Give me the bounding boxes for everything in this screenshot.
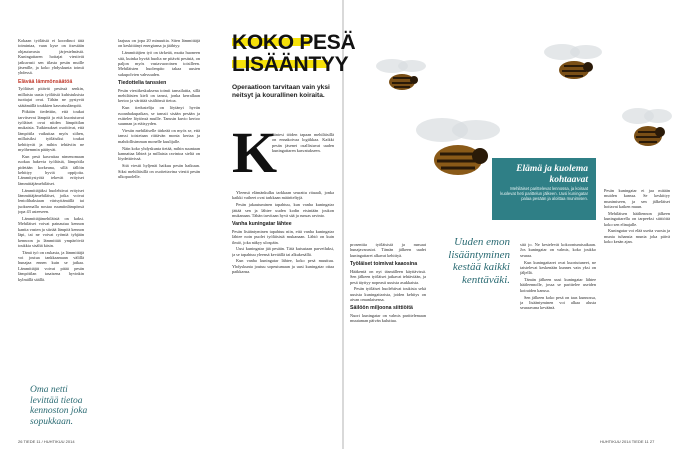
- bee-illustration: [618, 102, 678, 162]
- paragraph: Kokaan työläisiä ei koordinoi tätä toimintaa, vaan kyse on itsestään ohjautuvasta järjestelmästä. Kuningattaren hoitajat viestivät jatkuvasti sen tilasta pesän muille jäsenille, ja koko yhdyskunta toimii yhdessä.: [18, 38, 84, 76]
- paragraph: Viestin mehiläiselle tärkeää on myös se, että tanssi toistetaan riittävän monta kertaa ja mahdollisimman monelle kuulijalle.: [118, 128, 200, 144]
- drop-cap: K: [232, 120, 278, 185]
- paragraph: Lämmittäjien työ on tärkeää, mutta huoneen sitä, kuinka hyvää huolta ne pitävät pesästä, on paljon myös vastavuoroinen toisilleen. Mehiläisten huolenpito takaa uusien sukupolvien vahvuuden.: [118, 50, 200, 77]
- paragraph: prosenttia työläisistä ja runsaat hunajavarastot. Tämän jälkeen uudet kuningattaret alkavat kehittyä.: [350, 242, 426, 258]
- paragraph: Sen jälkeen koko pesä on taas kunnossa, ja lisääntyminen voi alkaa alusta seuraavana keväänä.: [520, 294, 596, 311]
- footer-left: 26 TIEDE 11 / HUHTIKUU 2014: [18, 439, 75, 444]
- paragraph: Hääkentä on nyt täsmälleen käyttävissä. Sen jälkeen työläiset jatkavat tehtäviään, ja pesä täyttyy nopeasti uusista asukkaista.: [350, 268, 426, 285]
- paragraph: Pesän viestikeskuksena toimii tanssilattia, sillä mehiläisten kieli on tanssi, jonka kerrallaan kertoo ja värittää sisältönsä tietoa.: [118, 87, 200, 104]
- text-column-3: [232, 190, 334, 434]
- paragraph: Mehiläisen hääliennon jälkeen kuningattarella on tarpeeksi siittiöitä koko sen elinajalle.: [604, 210, 670, 227]
- article-headline: [232, 32, 355, 76]
- paragraph: Kun pesä kasvattaa nimenomaan ruokaa hakevia työläisiä, lämpötila pidetään korkeana, sillä tällöin kehittyy hyviä oppijoita. Lämmitystyötä tekevät erityiset lämmittäjämehiläiset.: [18, 153, 84, 186]
- text-column-4: [350, 242, 426, 432]
- section-heading: Tiedottelia tanssien: [118, 80, 167, 87]
- paragraph: laajuus on jopa 20 minuuttia. Siten lämmittäjä on keskittänyt energiansa ja jäähtyy.: [118, 38, 200, 49]
- pull-quote-right: Uuden emon lisääntyminen kestää kaikki kenttäväki.: [448, 236, 510, 286]
- headline-line-1: KOKO PESÄ: [232, 31, 356, 54]
- paragraph: Kun kuningattaret ovat kuoriutuneet, ne taistelevat keskenään kunnes vain yksi on jäljellä.: [520, 259, 596, 276]
- paragraph: Pesän työläiset huolehtivat toukista sekä uusista kuningattarista, joiden kehitys on aivan omanlaisensa.: [350, 286, 426, 303]
- text-column-5: [520, 242, 596, 432]
- paragraph: Sitä viestii hyljenäi haikuu pesän haikuun. Siksi mehiläisillä on osoitettavina viestit pesän ulkopuolelle.: [118, 163, 200, 179]
- paragraph: Lämmittäjämehiläisiä on kaksi. Mehiläiset voivat painautua kennon kantta vasten ja siirtää lämpöä kennon läpi, tai ne voivat ryömiä tyhjään kennoon ja lämmittää ympäröiviä toukkia sisältä käsin.: [18, 215, 84, 248]
- paragraph: Uusi kuningatar jää pesään. Tätä kutsutaan parveiluksi, ja se tapahtuu yleensä keväällä tai alkukesällä.: [232, 246, 334, 257]
- article-subheadline: Operaatioon tarvitaan vain yksi neitsyt ja kourallinen koiraita.: [232, 84, 330, 100]
- paragraph: Tämän jälkeen uusi kuningatar lähtee hääleennolle, jossa se parittelee useiden koiraiden kanssa.: [520, 277, 596, 293]
- paragraph: sitä jo. Ne kestelevät kokoontumisaikaan. Jos kuningatar on valmis, koko joukko seuraa.: [520, 242, 596, 258]
- section-heading: Säilöön miljoona siittiöitä: [350, 305, 413, 312]
- paragraph: Pesän kuningatar ei jaa mitään muiden kanssa. Se keskittyy munimiseen, ja sen jälkeläiset hoitavat kaiken muun.: [604, 188, 670, 210]
- paragraph: Kun tiedustelija on löytänyt hyvän ruoanhakupaikan, se tanssii sisään pesään ja esittelee löytönsä muille. Tanssin kuvio kertoo suunnan ja etäisyyden.: [118, 105, 200, 127]
- paragraph: Yleensä elämänkulku tarkkaan seurattu rituaali, jonka kaikki vaiheet ovat tarkkaan määriteltyjä.: [232, 190, 334, 201]
- paragraph: Nuori kuningatar on valmis parittelemaan muutaman päivän kuluttua.: [350, 312, 426, 324]
- bee-illustration: [372, 56, 432, 100]
- dropcap-text: [272, 132, 334, 192]
- pull-quote-left: Oma netti levittää tietoa kennoston joka sopukkaan.: [30, 385, 88, 427]
- paragraph: ääntesi töiden tapaan mehiläisillä on ennakoivaa logiikkaa. Kaikki pesän jäsenet osallistuvat uuden kuningattaren kasvatukseen.: [272, 132, 334, 154]
- info-box-title: Elämä ja kuolema kohtaavat: [516, 164, 588, 185]
- footer-right: HUHTIKUU 2014 TIEDE 11 27: [600, 439, 655, 444]
- paragraph: Lämmittäjäksi huolehtivat erityiset lämmittäjämehiläiset, jotka voivat lentolihaksiaan värisyttämällä tai juoksemalla nostaa ruumiinlämpönsä jopa 43 asteeseen.: [18, 187, 84, 215]
- paragraph: Näin koko yhdyskunta tietää, mihin suuntaan kannattaa lähteä ja millaista ravintoa sieltä on löydettävissä.: [118, 145, 200, 162]
- text-column-2: [118, 38, 200, 430]
- section-heading: Työläiset toimivat kaaosina: [350, 261, 418, 268]
- headline-line-2: LISÄÄNTYY: [232, 53, 349, 76]
- info-box-text: Mehiläiset parittelevat lennossa, ja koiraat kuolevat heti parittelun jälkeen. Uusi kuningatar palaa pesään ja aloittaa munimisen.: [500, 186, 588, 202]
- paragraph: Kuningatar voi elää useita vuosia ja munia tuhansia munia joka päivä koko kesän ajan.: [604, 228, 670, 245]
- bee-illustration: [540, 40, 610, 90]
- paragraph: Pitkään tiedettiin, että toukat tarvitsevat lämpöä ja että kuoriutuvat työläiset ovat niiden lämpötilan mukaisia. Tutkimukset osoittivat, että lämpötila vaikuttaa myös siihen, millaisiksi työläisiksi toukat kehittyvät ja mihin tehtäviin ne myöhemmin päätyvät.: [18, 109, 84, 153]
- bee-illustration: [410, 112, 510, 192]
- paragraph: Kun vanha kuningatar lähtee, koko pesä muuttuu. Yhdyskunta joutuu sopeutumaan ja uusi kuningatar ottaa paikkansa.: [232, 258, 334, 275]
- paragraph: Pesän jakautuminen tapahtuu, kun vanha kuningatar jättää sen ja lähtee uuden kodin etsintään joukon mukanaan. Tähän tarvitaan hyvä sää ja runsas ravinto.: [232, 202, 334, 218]
- paragraph: Tämä työ on raskasta, ja lämmittäjä voi joutua tankkaamaan välillä hunajaa ennen kuin se jatkaa. Lämmittäjät voivat pitää pesän lämpötilan tasaisena hyvinkin kylmällä säällä.: [18, 249, 84, 282]
- section-heading: Vanha kuningatar lähtee: [232, 221, 292, 228]
- section-heading: Elävää lämmönsäätöä: [18, 78, 73, 85]
- paragraph: Pesän lisääntyminen tapahtuu niin, että vanha kuningatar lähtee noin puolet työläisistä mukanaan. Lähtö on kuin ilmiö, joka näkyy ulospäin.: [232, 228, 334, 245]
- text-column-1: [18, 38, 84, 368]
- paragraph: Työläiset pitävät pesässä senkin, millaista uusia työläisiä kuhistuksista tuottajat ovat. Tähän ne pystyvät säätämällä toukkien kasvatuslämpöä.: [18, 86, 84, 108]
- text-column-6: [604, 188, 670, 432]
